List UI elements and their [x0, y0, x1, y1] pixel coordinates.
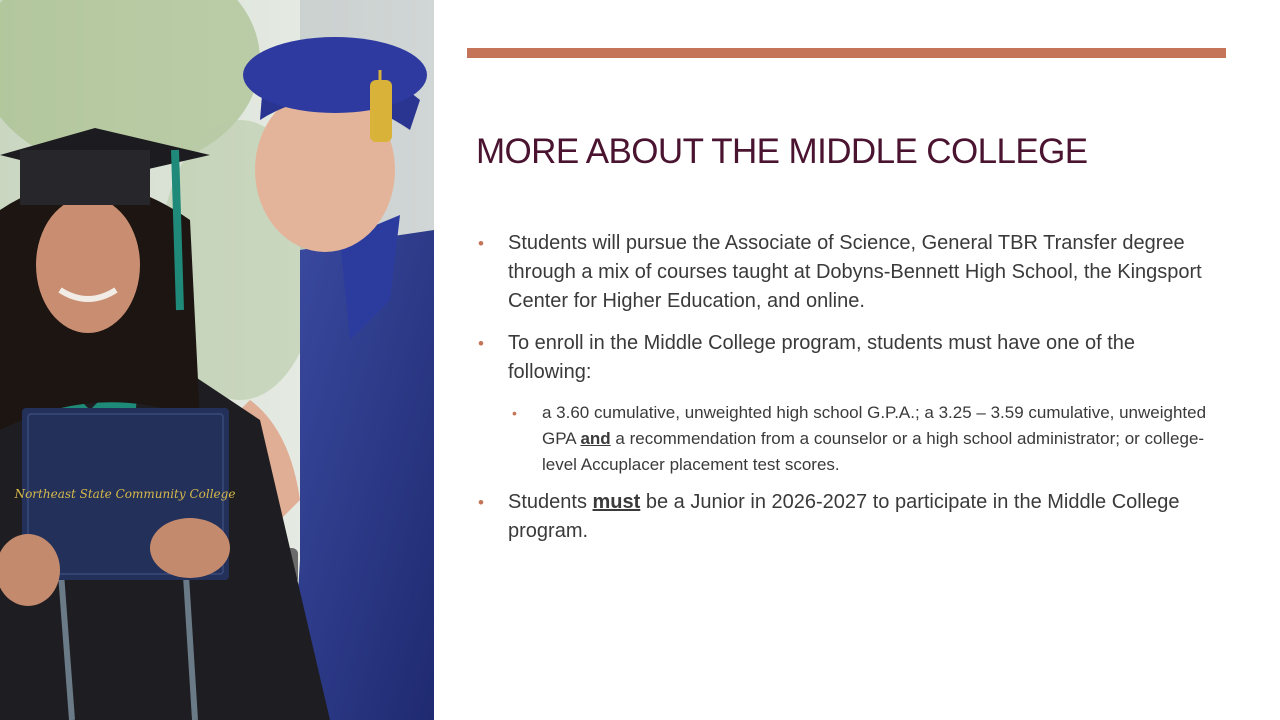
accent-bar — [467, 48, 1226, 58]
slide-content — [478, 229, 1218, 559]
requirements-text-pre: a 3.60 cumulative, unweighted high school G.P.A.; a 3.25 – 3.59 cumulative, unweighted GPA — [542, 403, 1207, 448]
bullet-enroll — [478, 329, 1218, 387]
junior-text-post: be a Junior in 2026-2027 to participate in the Middle College program. — [508, 491, 1180, 542]
bullet-junior — [478, 488, 1218, 546]
bullet-dot-icon: • — [478, 334, 484, 353]
diploma-text: Northeast State Community College — [14, 487, 236, 501]
bullet-dot-icon: • — [478, 234, 484, 253]
requirements-text-post: a recommendation from a counselor or a high school administrator; or college-level Accuplacer placement test scores. — [542, 429, 1205, 474]
requirements-emphasis: and — [580, 429, 611, 448]
junior-emphasis: must — [592, 491, 641, 513]
bullet-dot-icon: • — [478, 493, 484, 512]
bullet-degree-text: Students will pursue the Associate of Science, General TBR Transfer degree through a mix of courses taught at Dobyns-Bennett High School, the Kingsport Center for Higher Education, and online. — [508, 232, 1202, 312]
bullet-enroll-text: To enroll in the Middle College program, students must have one of the following: — [508, 332, 1136, 383]
sub-bullet-dot-icon: • — [512, 405, 517, 421]
sub-bullet-requirements — [478, 400, 1218, 478]
slide-title: MORE ABOUT THE MIDDLE COLLEGE — [476, 132, 1088, 171]
graduation-photo — [0, 0, 434, 720]
bullet-degree — [478, 229, 1218, 316]
junior-text-pre: Students — [508, 491, 593, 513]
